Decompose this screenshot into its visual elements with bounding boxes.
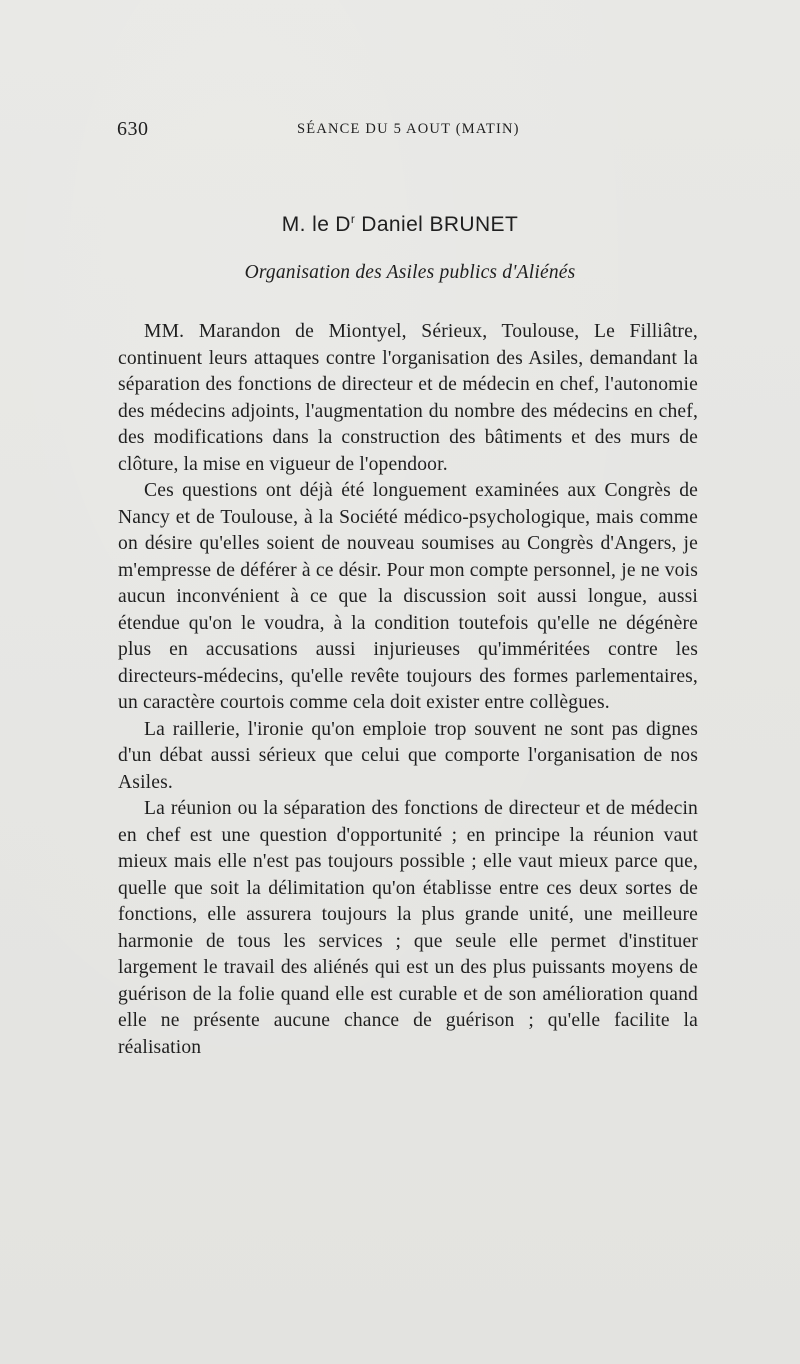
author-heading	[0, 212, 800, 237]
paragraph: La raillerie, l'ironie qu'on emploie trop souvent ne sont pas dignes d'un débat aussi sérieux que celui que comporte l'organisation de nos Asiles.	[118, 718, 698, 793]
paragraph: Ces questions ont déjà été longuement examinées aux Congrès de Nancy et de Toulouse, à la Société médico-psychologique, mais comme on désire qu'elles soient de nouveau soumises au Congrès d'Angers, je m'empresse de déférer à ce désir. Pour mon compte personnel, je ne vois aucun inconvénient à ce que la discussion soit aussi longue, aussi étendue qu'on le voudra, à la condition toutefois qu'elle ne dégénère plus en accusations aussi injurieuses qu'imméritées contre les directeurs-médecins, qu'elle revête toujours des formes parlementaires, un caractère courtois comme cela doit exister entre collègues.	[118, 480, 698, 713]
running-title: SÉANCE DU 5 AOUT (MATIN)	[297, 121, 520, 137]
author-prefix: M. le	[281, 213, 330, 236]
article-subject: Organisation des Asiles publics d'Aliénés	[244, 262, 576, 283]
author-title-sup: r	[350, 212, 356, 226]
body-text	[118, 319, 698, 1061]
author-title-d: D	[335, 213, 351, 236]
paragraph: La réunion ou la séparation des fonctions de directeur et de médecin en chef est une question d'opportunité ; en principe la réunion vaut mieux mais elle n'est pas toujours possible ; elle vaut mieux parce que, quelle que soit la délimitation qu'on établisse entre ces deux sortes de fonctions, elle assurera toujours la plus grande unité, une meilleure harmonie de tous les services ; que seule elle permet d'instituer largement le travail des aliénés qui est un des plus puissants moyens de guérison de la folie quand elle est curable et de son amélioration quand elle ne présente aucune chance de guérison ; qu'elle facilite la réalisation	[118, 798, 698, 1058]
author-name: Daniel BRUNET	[361, 213, 519, 236]
running-head	[117, 118, 697, 148]
paragraph: MM. Marandon de Miontyel, Sérieux, Toulouse, Le Filliâtre, continuent leurs attaques contre l'organisation des Asiles, demandant la séparation des fonctions de directeur et de médecin en chef, l'autonomie des médecins adjoints, l'augmentation du nombre des médecins en chef, des modifications dans la construction des bâtiments et des murs de clôture, la mise en vigueur de l'opendoor.	[118, 321, 698, 475]
page-number: 630	[117, 118, 149, 140]
